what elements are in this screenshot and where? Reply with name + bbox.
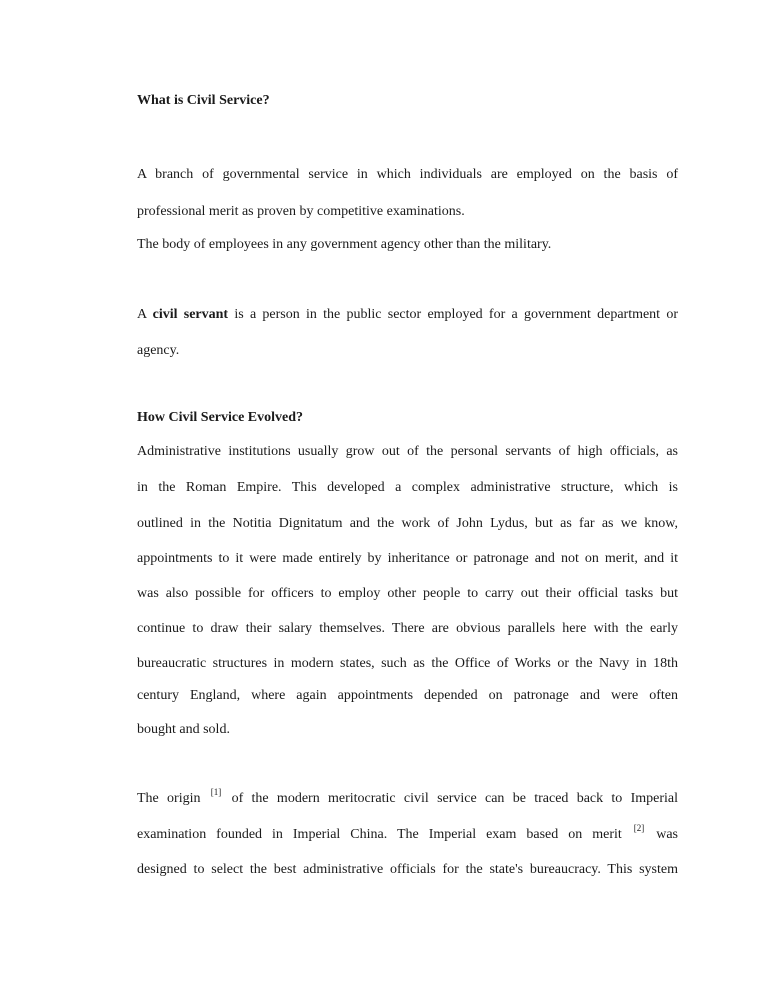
paragraph-line: bureaucratic structures in modern states, such as the Office of Works or the Navy in 18th bbox=[137, 656, 678, 671]
text-span: of the modern meritocratic civil service can be traced back to Imperial bbox=[231, 791, 679, 806]
paragraph-line: Administrative institutions usually grow out of the personal servants of high officials, as bbox=[137, 444, 678, 459]
paragraph-line: was also possible for officers to employ other people to carry out their official tasks but bbox=[137, 586, 678, 601]
text-span: is a person in the public sector employed for a government department or bbox=[234, 307, 678, 322]
paragraph-line bbox=[137, 823, 679, 844]
paragraph-line: designed to select the best administrative officials for the state's bureaucracy. This system bbox=[137, 862, 678, 877]
text-span: The origin bbox=[137, 791, 201, 806]
paragraph-line bbox=[137, 306, 678, 324]
paragraph-line: in the Roman Empire. This developed a complex administrative structure, which is bbox=[137, 480, 678, 495]
heading-what-is-civil-service: What is Civil Service? bbox=[137, 93, 270, 108]
reference-superscript: [2] bbox=[633, 823, 645, 833]
paragraph-line: century England, where again appointments depended on patronage and were often bbox=[137, 688, 678, 703]
paragraph-line: professional merit as proven by competitive examinations. bbox=[137, 204, 465, 219]
heading-how-civil-service-evolved: How Civil Service Evolved? bbox=[137, 410, 304, 425]
reference-superscript: [1] bbox=[210, 787, 222, 797]
paragraph-line: The body of employees in any government agency other than the military. bbox=[137, 237, 552, 252]
text-span: A bbox=[137, 307, 147, 322]
paragraph-line: continue to draw their salary themselves. There are obvious parallels here with the early bbox=[137, 621, 678, 636]
paragraph-line: appointments to it were made entirely by inheritance or patronage and not on merit, and it bbox=[137, 551, 678, 566]
bold-term: civil servant bbox=[152, 307, 229, 322]
paragraph-line: bought and sold. bbox=[137, 722, 230, 737]
text-span: examination founded in Imperial China. The Imperial exam based on merit bbox=[137, 827, 622, 842]
text-span: was bbox=[656, 827, 679, 842]
paragraph-line: agency. bbox=[137, 343, 180, 358]
paragraph-line: outlined in the Notitia Dignitatum and the work of John Lydus, but as far as we know, bbox=[137, 516, 678, 531]
paragraph-line bbox=[137, 787, 679, 808]
paragraph-line: A branch of governmental service in which individuals are employed on the basis of bbox=[137, 167, 678, 182]
